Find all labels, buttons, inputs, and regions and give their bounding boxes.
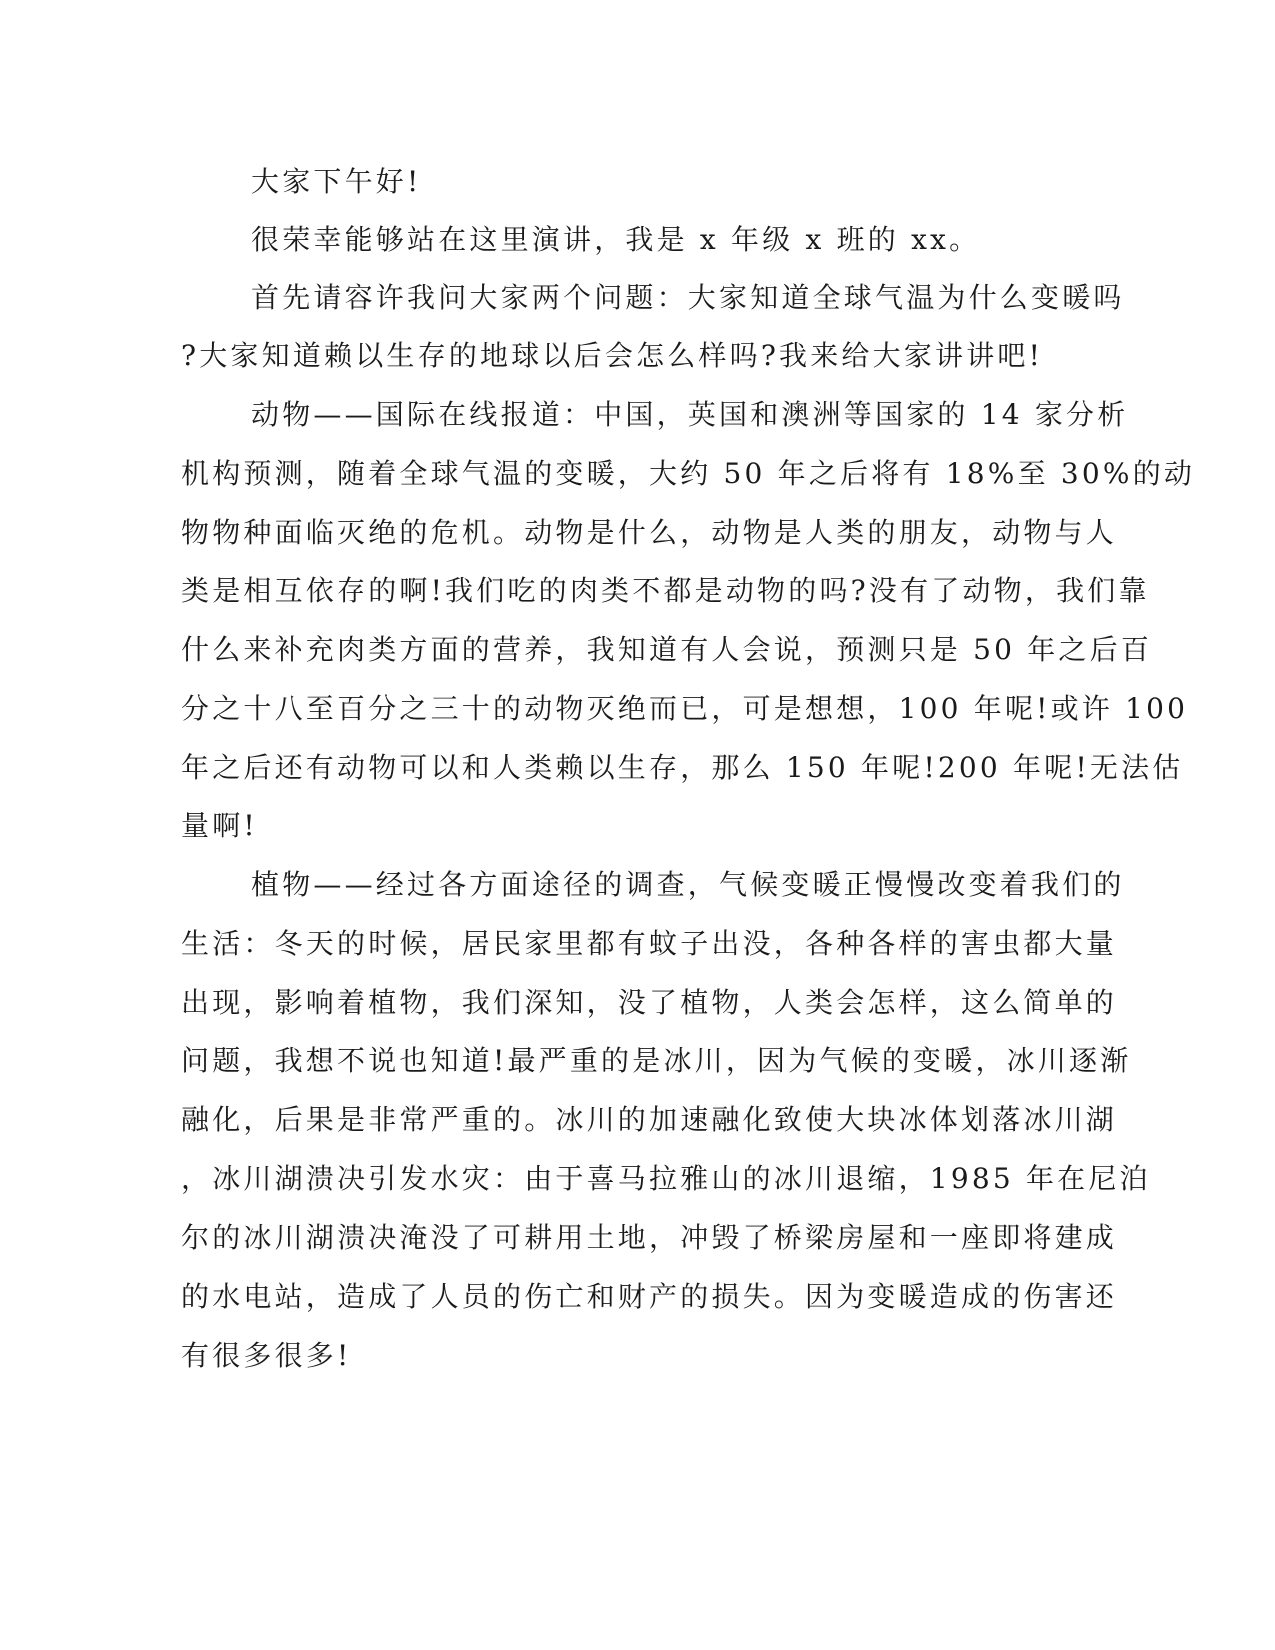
paragraph-line: ，冰川湖溃决引发水灾：由于喜马拉雅山的冰川退缩，1985 年在尼泊 xyxy=(181,1162,1151,1195)
paragraph-line: 融化，后果是非常严重的。冰川的加速融化致使大块冰体划落冰川湖 xyxy=(181,1103,1118,1136)
paragraph-line: 的水电站，造成了人员的伤亡和财产的损失。因为变暖造成的伤害还 xyxy=(181,1280,1118,1313)
paragraph-line: 年之后还有动物可以和人类赖以生存，那么 150 年呢!200 年呢!无法估 xyxy=(181,751,1184,784)
greeting-line: 大家下午好! xyxy=(251,165,422,198)
paragraph-line: 生活：冬天的时候，居民家里都有蚊子出没，各种各样的害虫都大量 xyxy=(181,927,1118,960)
paragraph-line: 首先请容许我问大家两个问题：大家知道全球气温为什么变暖吗 xyxy=(251,281,1125,314)
paragraph-line: 什么来补充肉类方面的营养，我知道有人会说，预测只是 50 年之后百 xyxy=(181,633,1153,666)
paragraph-line: 动物——国际在线报道：中国，英国和澳洲等国家的 14 家分析 xyxy=(251,398,1129,431)
paragraph-line: 机构预测，随着全球气温的变暖，大约 50 年之后将有 18%至 30%的动 xyxy=(181,457,1196,490)
paragraph-line: 物物种面临灭绝的危机。动物是什么，动物是人类的朋友，动物与人 xyxy=(181,516,1118,549)
paragraph-line: 植物——经过各方面途径的调查，气候变暖正慢慢改变着我们的 xyxy=(251,868,1125,901)
intro-line: 很荣幸能够站在这里演讲，我是 x 年级 x 班的 xx。 xyxy=(251,223,981,256)
paragraph-line: 类是相互依存的啊!我们吃的肉类不都是动物的吗?没有了动物，我们靠 xyxy=(181,574,1150,607)
paragraph-line: 问题，我想不说也知道!最严重的是冰川，因为气候的变暖，冰川逐渐 xyxy=(181,1044,1132,1077)
paragraph-line: ?大家知道赖以生存的地球以后会怎么样吗?我来给大家讲讲吧! xyxy=(181,339,1044,372)
paragraph-line: 出现，影响着植物，我们深知，没了植物，人类会怎样，这么简单的 xyxy=(181,986,1118,1019)
paragraph-line: 分之十八至百分之三十的动物灭绝而已，可是想想，100 年呢!或许 100 xyxy=(181,692,1189,725)
paragraph-line: 有很多很多! xyxy=(181,1339,352,1372)
paragraph-line: 量啊! xyxy=(181,809,258,842)
paragraph-line: 尔的冰川湖溃决淹没了可耕用土地，冲毁了桥梁房屋和一座即将建成 xyxy=(181,1221,1118,1254)
